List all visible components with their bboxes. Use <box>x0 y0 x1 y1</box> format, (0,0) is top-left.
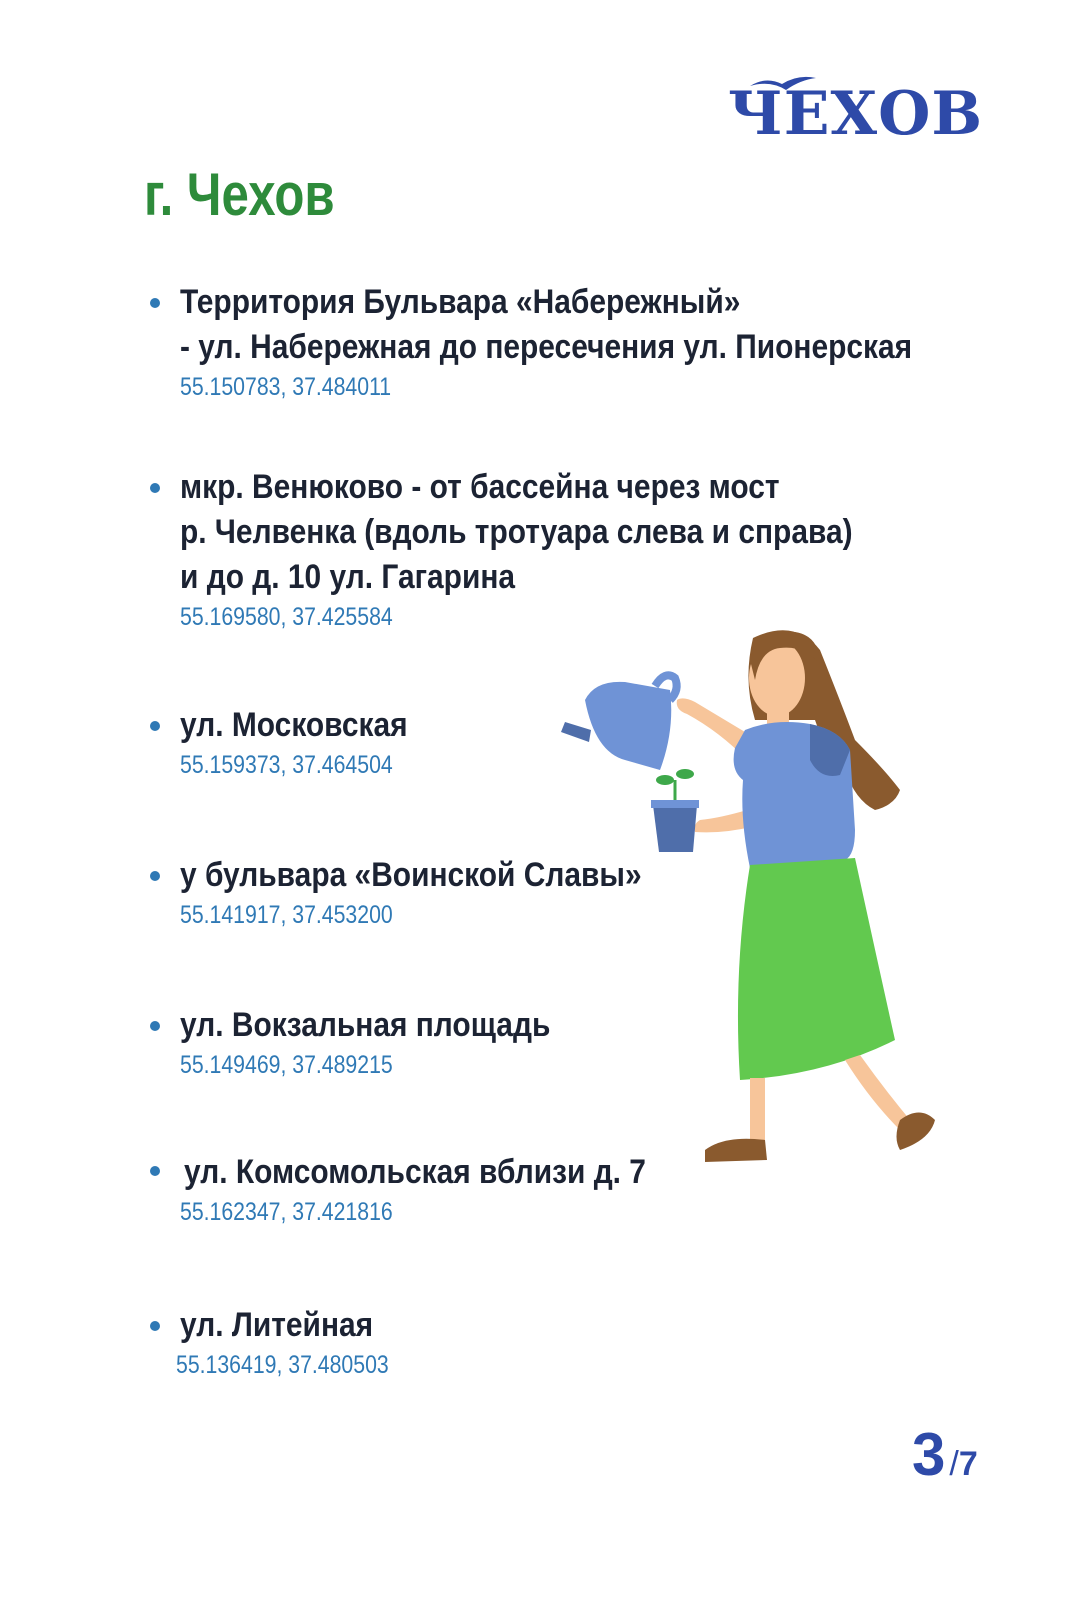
location-name-line: у бульвара «Воинской Славы» <box>180 856 642 894</box>
woman-watering-plant-icon <box>555 620 955 1200</box>
page-indicator <box>912 1420 978 1489</box>
location-name-line: ул. Московская <box>180 706 408 744</box>
location-item <box>150 280 913 402</box>
location-name-line: ул. Комсомольская вблизи д. 7 <box>184 1153 646 1191</box>
bullet-icon <box>150 1321 160 1331</box>
page-title: г. Чехов <box>144 161 335 228</box>
bullet-icon <box>150 1166 160 1176</box>
location-coordinates: 55.159373, 37.464504 <box>180 751 393 779</box>
location-name-line: мкр. Венюково - от бассейна через мост <box>180 468 780 506</box>
location-item <box>150 465 910 632</box>
location-name-line: и до д. 10 ул. Гагарина <box>180 558 516 596</box>
bullet-icon <box>150 483 160 493</box>
location-coordinates: 55.149469, 37.489215 <box>180 1051 393 1079</box>
location-name-line: ул. Вокзальная площадь <box>180 1006 551 1044</box>
location-name-line: - ул. Набережная до пересечения ул. Пионерская <box>180 328 913 366</box>
brand-logo-text: ЧЕХОВ <box>728 79 984 149</box>
location-name-line: р. Челвенка (вдоль тротуара слева и справа) <box>180 513 853 551</box>
bullet-icon <box>150 721 160 731</box>
location-coordinates: 55.169580, 37.425584 <box>180 603 393 631</box>
page-separator: / <box>949 1445 959 1483</box>
location-name-line: Территория Бульвара «Набережный» <box>180 283 741 321</box>
brand-logo <box>728 76 988 156</box>
bullet-icon <box>150 1021 160 1031</box>
bullet-icon <box>150 871 160 881</box>
location-coordinates: 55.136419, 37.480503 <box>176 1351 389 1379</box>
page-current: 3 <box>912 1421 946 1488</box>
location-coordinates: 55.150783, 37.484011 <box>180 373 392 401</box>
location-coordinates: 55.162347, 37.421816 <box>180 1198 393 1226</box>
bullet-icon <box>150 298 160 308</box>
page-total: 7 <box>958 1445 978 1483</box>
location-item <box>150 1303 910 1380</box>
location-name-line: ул. Литейная <box>180 1306 374 1344</box>
location-coordinates: 55.141917, 37.453200 <box>180 901 393 929</box>
